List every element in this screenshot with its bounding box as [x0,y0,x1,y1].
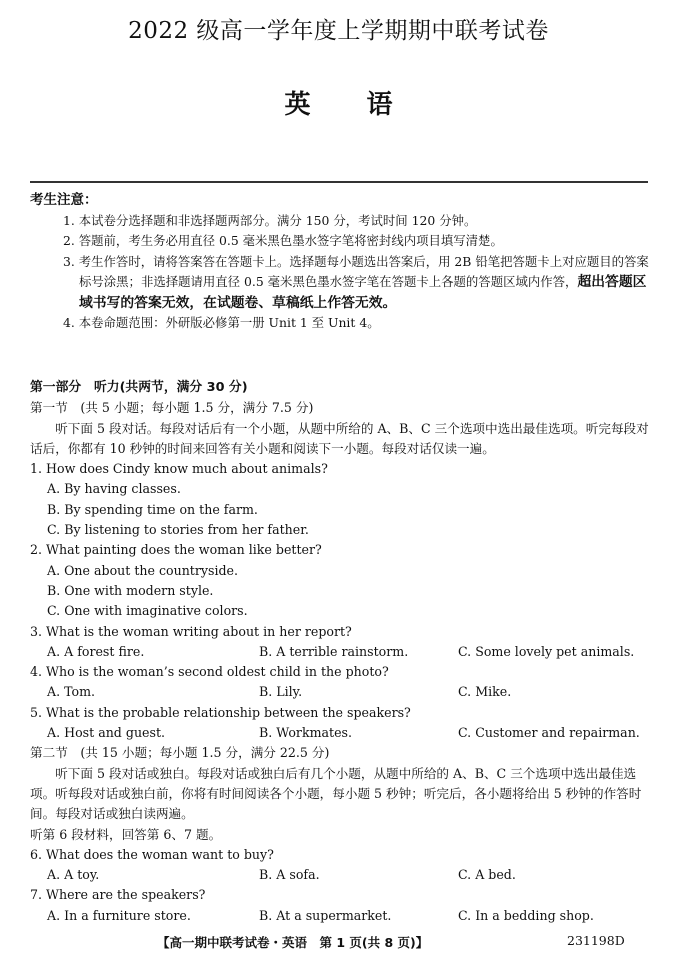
q6-option-a: A. A toy. [47,867,100,883]
section2-instructions: 听下面 5 段对话或独白。每段对话或独白后有几个小题，从题中所给的 A、B、C 三个选项中选出最佳选项。听每段对话或独白前，你将有时间阅读各个小题，每小题 5 秒钟；听完后，各小题将给出 5 秒钟的作答时间。每段对话或独白读两遍。 [30,765,642,822]
notice-item-2: 2. 答题前，考生务必用直径 0.5 毫米黑色墨水签字笔将密封线内项目填写清楚。 [63,233,503,248]
notice-item-1: 1. 本试卷分选择题和非选择题两部分。满分 150 分，考试时间 120 分钟。 [63,212,477,228]
material-note: 听第 6 段材料，回答第 6、7 题。 [30,826,222,842]
notice-item-4: 4. 本卷命题范围：外研版必修第一册 Unit 1 至 Unit 4。 [63,315,380,330]
q3-option-b: B. A terrible rainstorm. [259,643,409,659]
q4-options [30,682,655,702]
notice-item-3 [30,252,650,314]
q5-option-a: A. Host and guest. [47,725,166,741]
section1-heading: 第一节 (共 5 小题；每小题 1.5 分，满分 7.5 分) [30,400,314,416]
exam-title: 2022 级高一学年度上学期期中联考试卷 [128,18,549,44]
q2-option-c: C. One with imaginative colors. [47,603,248,619]
notice-item-3-bold: 超出答题区域书写的答案无效，在试题卷、草稿纸上作答无效。 [79,274,647,311]
q6-stem: 6. What does the woman want to buy? [30,846,274,862]
q1-option-c: C. By listening to stories from her father. [47,522,309,538]
divider-rule [30,181,648,183]
q2-stem: 2. What painting does the woman like better? [30,542,322,558]
q7-option-a: A. In a furniture store. [47,907,191,923]
section1-instructions: 听下面 5 段对话。每段对话后有一个小题，从题中所给的 A、B、C 三个选项中选出最佳选项。听完每段对话后，你都有 10 秒钟的时间来回答有关小题和阅读下一小题。每段对话仅读一遍。 [30,420,649,456]
q1-option-a: A. By having classes. [47,481,181,497]
q5-options [30,723,655,743]
q3-options [30,642,655,662]
subject-char-2: 语 [366,90,393,120]
q2-option-b: B. One with modern style. [47,582,214,598]
subject-char-1: 英 [284,90,311,120]
q7-option-c: C. In a bedding shop. [458,907,594,923]
footer-code: 231198D [567,933,625,948]
notice-item-3-text: 3. 考生作答时，请将答案答在答题卡上。选择题每小题选出答案后，用 2B 铅笔把答题卡上对应题目的答案标号涂黑；非选择题请用直径 0.5 毫米黑色墨水签字笔在答题卡上各题的答题区域内作答， [63,253,649,289]
q1-stem: 1. How does Cindy know much about animals? [30,461,328,477]
q4-option-a: A. Tom. [47,684,96,700]
subject-title [0,88,677,122]
q4-stem: 4. Who is the woman’s second oldest child in the photo? [30,664,389,680]
q3-stem: 3. What is the woman writing about in her report? [30,623,352,639]
q7-options [30,906,655,926]
q6-option-c: C. A bed. [458,867,516,883]
part1-content [30,378,655,926]
q5-stem: 5. What is the probable relationship between the speakers? [30,704,411,720]
q5-option-b: B. Workmates. [259,725,353,741]
q4-option-b: B. Lily. [259,684,303,700]
notice-heading: 考生注意： [30,192,98,208]
q1-option-b: B. By spending time on the farm. [47,501,258,517]
q6-option-b: B. A sofa. [259,867,320,883]
q4-option-c: C. Mike. [458,684,512,700]
footer-page-info: 【高一期中联考试卷・英语 第 1 页(共 8 页)】 [157,935,429,950]
part1-heading: 第一部分 听力(共两节，满分 30 分) [30,380,248,395]
q3-option-a: A. A forest fire. [47,643,145,659]
q2-option-a: A. One about the countryside. [47,562,239,578]
q7-option-b: B. At a supermarket. [259,907,392,923]
notice-block [30,190,650,334]
q6-options [30,865,655,885]
section2-heading: 第二节 (共 15 小题；每小题 1.5 分，满分 22.5 分) [30,745,330,761]
q3-option-c: C. Some lovely pet animals. [458,643,635,659]
q7-stem: 7. Where are the speakers? [30,887,206,903]
q5-option-c: C. Customer and repairman. [458,725,640,741]
